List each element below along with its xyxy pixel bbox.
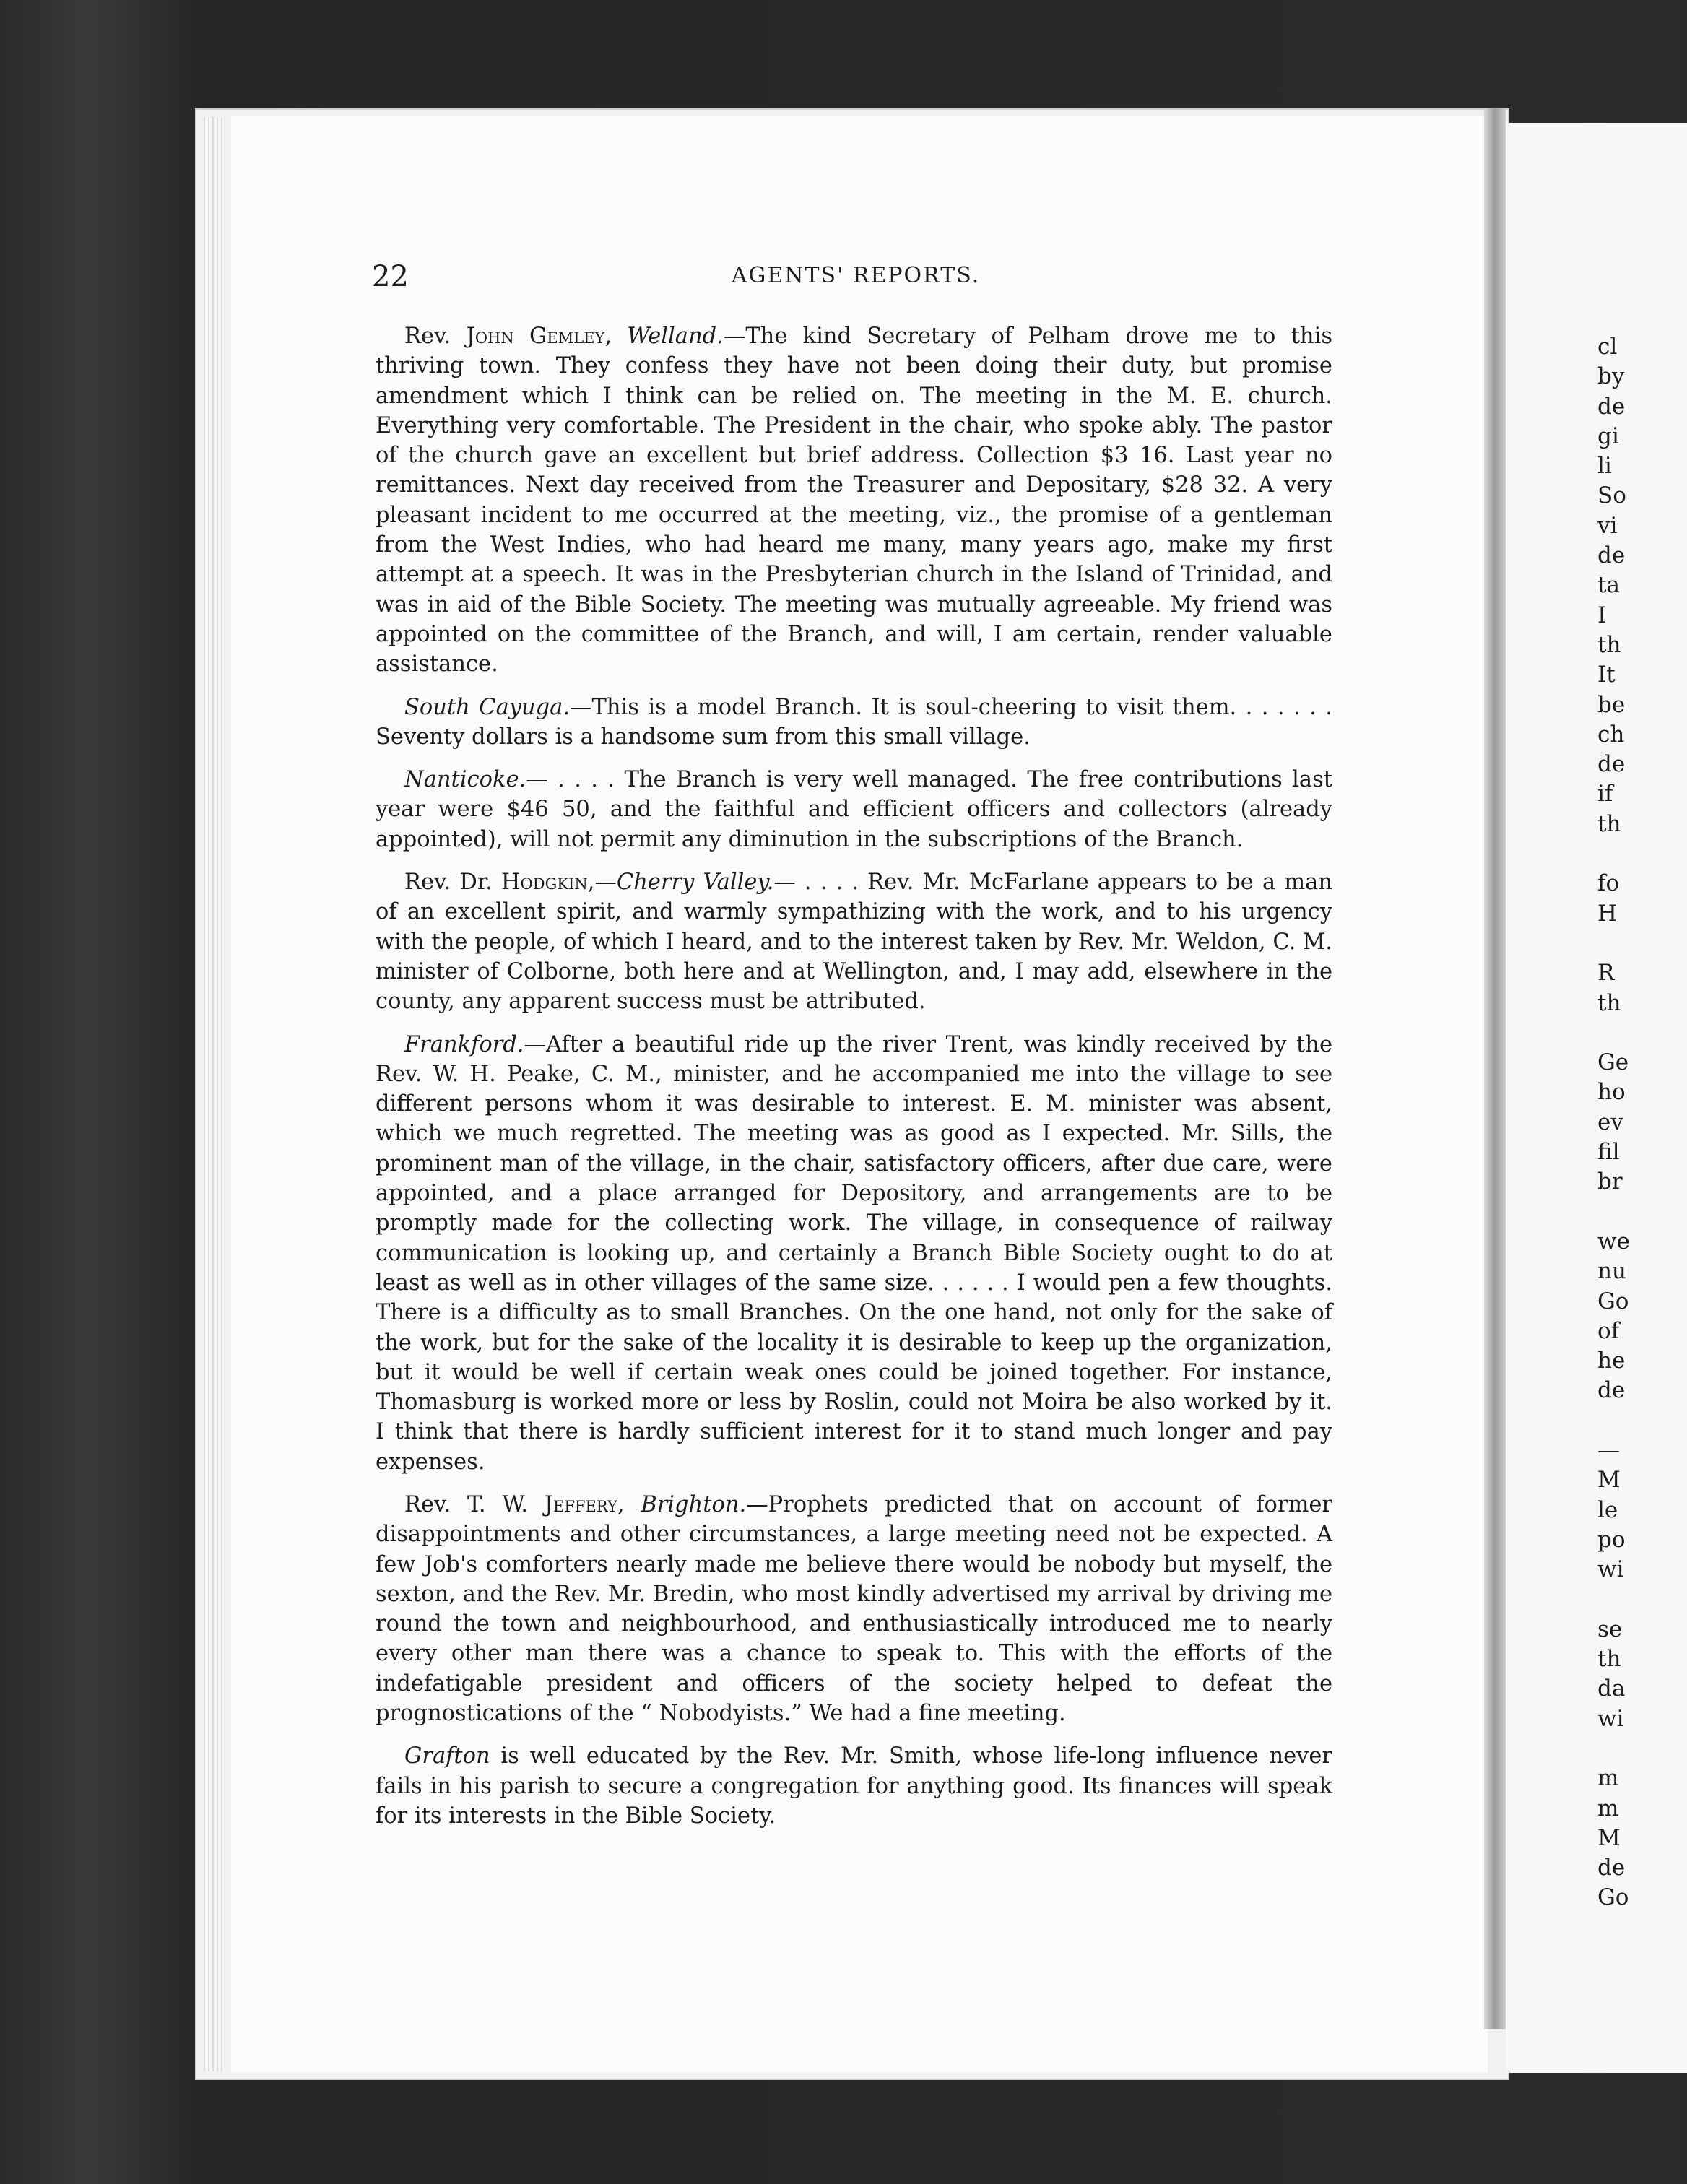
right-page-fragment: po xyxy=(1597,1526,1626,1553)
page-number: 22 xyxy=(372,260,409,293)
right-page-fragment: he xyxy=(1597,1348,1626,1374)
place-name: Cherry Valley. xyxy=(616,870,774,896)
place-name: Frankford. xyxy=(404,1031,524,1057)
place-name: Brighton. xyxy=(641,1491,747,1517)
right-page-fragment: ev xyxy=(1597,1109,1623,1135)
right-page-fragment: ch xyxy=(1597,721,1625,748)
right-page-fragment: M xyxy=(1597,1824,1621,1851)
right-page-text-fragments xyxy=(1597,332,1687,1913)
right-page-fragment: vi xyxy=(1597,512,1618,539)
right-page-fragment: m xyxy=(1597,1765,1619,1792)
report-paragraph xyxy=(376,1741,1332,1831)
right-page-fragment: H xyxy=(1597,900,1618,927)
right-page-fragment: br xyxy=(1597,1169,1623,1195)
right-page-fragment: de xyxy=(1597,393,1626,420)
right-page-fragment: cl xyxy=(1597,334,1618,360)
place-name: Nanticoke. xyxy=(404,767,526,793)
report-paragraph xyxy=(376,867,1332,1016)
place-name: Grafton xyxy=(404,1743,490,1769)
report-paragraph xyxy=(376,321,1332,680)
lead-plain: Rev. xyxy=(404,324,467,349)
right-page-fragment: if xyxy=(1597,781,1613,807)
report-paragraph xyxy=(376,1490,1332,1728)
right-page-fragment: li xyxy=(1597,453,1612,480)
report-paragraph xyxy=(376,765,1332,854)
right-page-fragment: we xyxy=(1597,1228,1630,1254)
right-page-fragment: th xyxy=(1597,631,1621,658)
page-header xyxy=(372,260,1340,296)
right-page-fragment: de xyxy=(1597,1855,1626,1881)
right-page-fragment: wi xyxy=(1597,1556,1624,1583)
paragraph-text: — . . . . The Branch is very well managed. The free contributions last year were $46 50, and the faithful and efficient officers and collectors (already appointed), will not permit any diminution in the subscriptions of the Branch. xyxy=(376,767,1332,852)
lead-plain: Rev. T. W. xyxy=(404,1491,545,1517)
report-body xyxy=(376,321,1332,1844)
right-page-fragment: th xyxy=(1597,1646,1621,1673)
right-page-fragment: Ge xyxy=(1597,1049,1629,1076)
book-gutter xyxy=(1484,108,1506,2029)
right-page-fragment: th xyxy=(1597,989,1621,1016)
paragraph-text: is well educated by the Rev. Mr. Smith, whose life-long influence never fails in his parish to secure a congregation for anything good. Its finances will speak for its interests in the Bible Society. xyxy=(376,1743,1332,1829)
right-page-fragment: le xyxy=(1597,1496,1618,1523)
lead-plain: Rev. Dr. xyxy=(404,870,501,896)
right-page-fragment xyxy=(1597,1585,1687,1614)
right-page-fragment: wi xyxy=(1597,1705,1624,1732)
agent-name: Hodgkin xyxy=(500,870,588,896)
right-page-fragment: gi xyxy=(1597,422,1619,449)
right-page-fragment xyxy=(1597,929,1687,958)
lead-separator: ,— xyxy=(587,870,617,896)
right-page-fragment: Go xyxy=(1597,1884,1629,1911)
right-page-fragment: be xyxy=(1597,691,1626,718)
right-page-fragment: da xyxy=(1597,1676,1626,1702)
report-paragraph xyxy=(376,693,1332,753)
right-page-fragment: m xyxy=(1597,1795,1619,1821)
right-page-fragment: M xyxy=(1597,1467,1621,1494)
right-page-fragment: de xyxy=(1597,751,1626,778)
paragraph-text: —Prophets predicted that on account of former disappointments and other circumstances, a large meeting need not be expected. A few Job's comforters nearly made me believe there would be nobody but myself, the sexton, and the Rev. Mr. Bredin, who most kindly advertised my arrival by driving me round the town and neighbourhood, and enthusiastically introduced me to nearly every other man there was a chance to speak to. This with the efforts of the indefatigable president and officers of the society helped to defeat the prognostications of the “ Nobodyists.” We had a fine meeting. xyxy=(376,1491,1333,1727)
right-page-fragment: Go xyxy=(1597,1288,1629,1314)
right-page-fragment: de xyxy=(1597,1377,1626,1404)
right-page-fragment: by xyxy=(1597,363,1625,390)
running-head: AGENTS' REPORTS. xyxy=(731,263,981,288)
paragraph-text: —This is a model Branch. It is soul-cheering to visit them. . . . . . . Seventy dollars is a handsome sum from this small village. xyxy=(376,694,1332,750)
agent-name: Jeffery xyxy=(544,1491,617,1517)
right-page-fragment xyxy=(1597,1197,1687,1227)
paragraph-text: —The kind Secretary of Pelham drove me to this thriving town. They confess they have not been doing their duty, but promise amendment which I think can be relied on. The meeting in the M. E. church. Everything very comfortable. The President in the chair, who spoke ably. The pastor of the church gave an excellent but brief address. Collection $3 16. Last year no remittances. Next day received from the Treasurer and Depositary, $28 32. A very pleasant incident to me occurred at the meeting, viz., the promise of a gentleman from the West Indies, who had heard me many, many years ago, make my first attempt at a speech. It was in the Presbyterian church in the Island of Trinidad, and was in aid of the Bible Society. The meeting was mutually agreeable. My friend was appointed on the committee of the Branch, and will, I am certain, render valuable assistance. xyxy=(376,324,1332,677)
right-page-fragment: se xyxy=(1597,1616,1623,1642)
lead-separator: , xyxy=(617,1491,641,1517)
right-page-fragment: th xyxy=(1597,810,1621,837)
right-page-fragment: R xyxy=(1597,960,1615,987)
right-page-fragment xyxy=(1597,1018,1687,1048)
right-page-fragment: fil xyxy=(1597,1139,1620,1166)
right-page-fragment xyxy=(1597,839,1687,869)
lead-separator: , xyxy=(604,324,628,349)
right-page-fragment: I xyxy=(1597,602,1607,628)
right-page-fragment: — xyxy=(1597,1436,1620,1463)
right-page-fragment xyxy=(1597,1734,1687,1764)
right-page-fragment: It xyxy=(1597,662,1616,688)
right-page-fragment: nu xyxy=(1597,1258,1626,1285)
agent-name: John Gemley xyxy=(466,324,605,349)
right-page-fragment: de xyxy=(1597,542,1626,569)
right-page-fragment: ta xyxy=(1597,572,1620,599)
right-page-fragment: So xyxy=(1597,482,1626,509)
place-name: South Cayuga. xyxy=(404,694,571,720)
right-page-fragment: of xyxy=(1597,1317,1620,1344)
paragraph-text: —After a beautiful ride up the river Trent, was kindly received by the Rev. W. H. Peake, C. M., minister, and he accompanied me into the village to see different persons whom it was desirable to interest. E. M. minister was absent, which we much regretted. The meeting was as good as I expected. Mr. Sills, the prominent man of the village, in the chair, satisfactory officers, after due care, were appointed, and a place arranged for Depository, and arrangements are to be promptly made for the collecting work. The village, in consequence of railway communication is looking up, and certainly a Branch Bible Society ought to do at least as well as in other villages of the same size. . . . . . I would pen a few thoughts. There is a difficulty as to small Branches. On the one hand, not only for the sake of the work, but for the sake of the locality it is desirable to keep up the organization, but it would be well if certain weak ones could be joined together. For instance, Thomasburg is worked more or less by Roslin, could not Moira be also worked by it. I think that there is hardly sufficient interest for it to stand much longer and pay expenses. xyxy=(376,1031,1332,1475)
right-page-fragment: ho xyxy=(1597,1079,1626,1106)
place-name: Welland. xyxy=(627,324,724,349)
report-paragraph xyxy=(376,1030,1332,1477)
right-page-fragment xyxy=(1597,1406,1687,1436)
right-page-fragment: fo xyxy=(1597,870,1620,897)
paragraph-text: — . . . . Rev. Mr. McFarlane appears to be a man of an excellent spirit, and warmly sympathizing with the work, and to his urgency with the people, of which I heard, and to the interest taken by Rev. Mr. Weldon, C. M. minister of Colborne, both here and at Wellington, and, I may add, elsewhere in the county, any apparent success must be attributed. xyxy=(376,870,1332,1015)
